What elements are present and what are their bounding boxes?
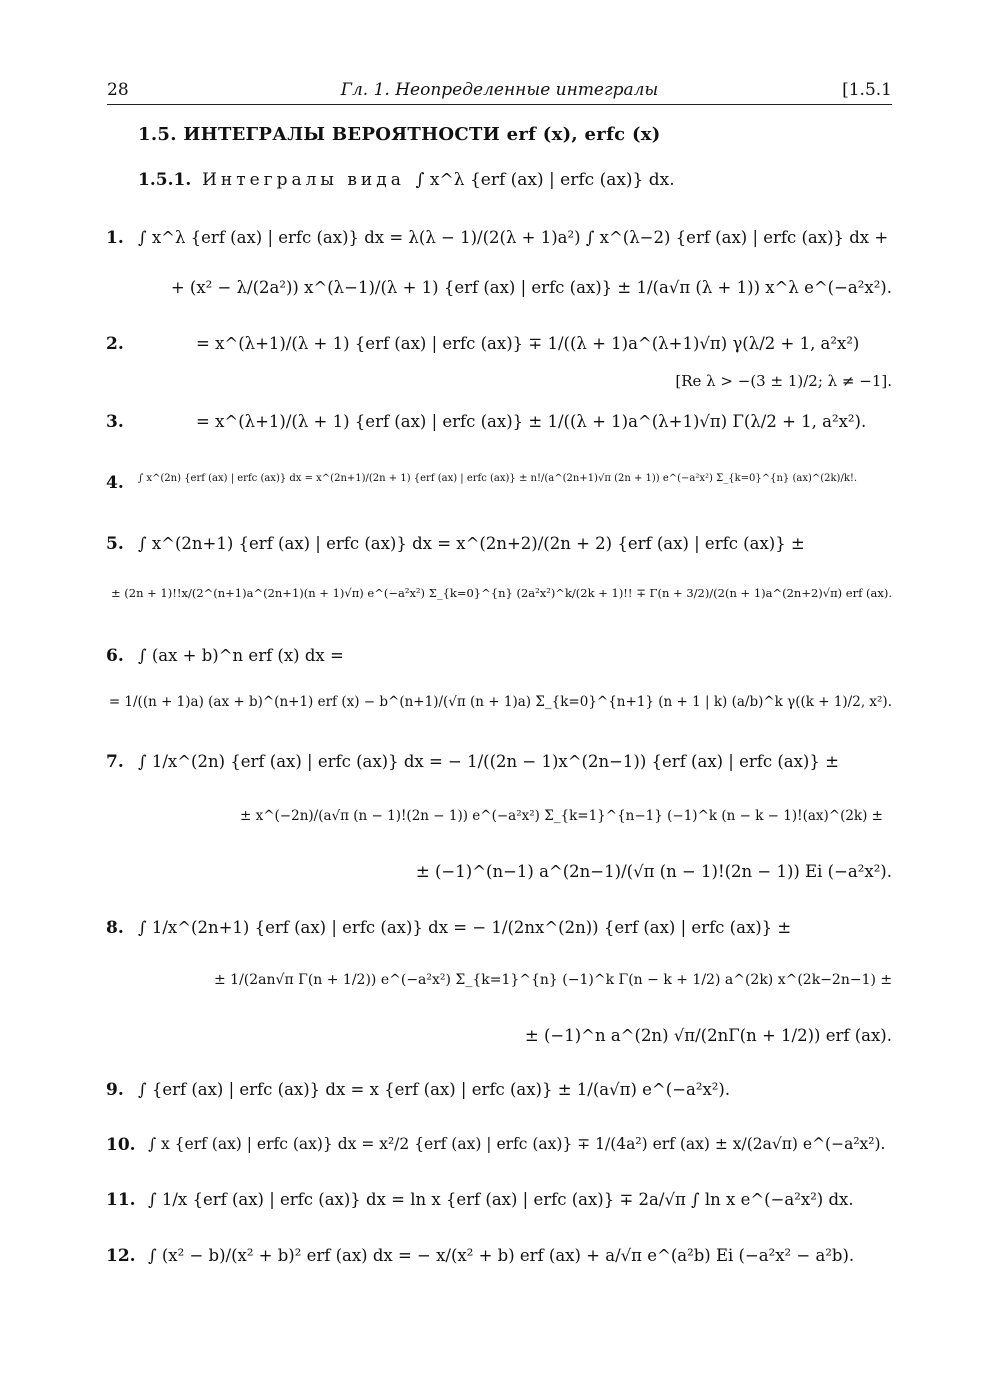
formula-line: + (x² − λ/(2a²)) x^(λ−1)/(λ + 1) {erf (ax) | erfc (ax)} ± 1/(a√π (λ + 1)) x^λ e^(−a²x²). [170,278,892,297]
page-header [107,78,892,105]
formula-line: = 1/((n + 1)a) (ax + b)^(n+1) erf (x) − b^(n+1)/(√π (n + 1)a) Σ_{k=0}^{n+1} (n + 1 | k) (a/b)^k γ((k + 1)/2, x²). [108,694,892,710]
formula-line: ± 1/(2an√π Γ(n + 1/2)) e^(−a²x²) Σ_{k=1}^{n} (−1)^k Γ(n − k + 1/2) a^(2k) x^(2k−2n−1) ± [214,972,893,988]
formula-line: ± (2n + 1)!!x/(2^(n+1)a^(2n+1)(n + 1)√π) e^(−a²x²) Σ_{k=0}^{n} (2a²x²)^k/(2k + 1)!! ∓ Γ(n + 3/2)/(2(n + 1)a^(2n+2)√π) erf (ax). [110,586,892,600]
formula-line: = x^(λ+1)/(λ + 1) {erf (ax) | erfc (ax)} ∓ 1/((λ + 1)a^(λ+1)√π) γ(λ/2 + 1, a²x²) [196,334,860,353]
formula-label: 8. [106,918,124,938]
formula-line: ∫ x^(2n+1) {erf (ax) | erfc (ax)} dx = x^(2n+2)/(2n + 2) {erf (ax) | erfc (ax)} ± [138,534,805,553]
formula-label: 2. [106,334,124,354]
formula-label: 5. [106,534,124,554]
formula-line: ± x^(−2n)/(a√π (n − 1)!(2n − 1)) e^(−a²x²) Σ_{k=1}^{n−1} (−1)^k (n − k − 1)!(ax)^(2k) ± [240,808,883,824]
formula-label: 6. [106,646,124,666]
subsection-formula: ∫ x^λ {erf (ax) | erfc (ax)} dx. [415,170,675,190]
formula-label: 1. [106,228,124,248]
formula-line: ± (−1)^(n−1) a^(2n−1)/(√π (n − 1)!(2n − 1)) Ei (−a²x²). [415,862,892,881]
formula-label: 12. [106,1246,136,1266]
formula-line: ∫ (x² − b)/(x² + b)² erf (ax) dx = − x/(x² + b) erf (ax) + a/√π e^(a²b) Ei (−a²x² − a²b). [148,1246,855,1265]
formula-line: ± (−1)^n a^(2n) √π/(2nΓ(n + 1/2)) erf (ax). [524,1026,892,1045]
formula-line: ∫ 1/x {erf (ax) | erfc (ax)} dx = ln x {erf (ax) | erfc (ax)} ∓ 2a/√π ∫ ln x e^(−a²x²) dx. [148,1190,854,1209]
section-title: 1.5. ИНТЕГРАЛЫ ВЕРОЯТНОСТИ erf (x), erfc (x) [138,124,661,145]
formula-line: ∫ x^(2n) {erf (ax) | erfc (ax)} dx = x^(2n+1)/(2n + 1) {erf (ax) | erfc (ax)} ± n!/(a^(2n+1)√π (2n + 1)) e^(−a²x²) Σ_{k=0}^{n} (ax)^(2k)/k!. [138,473,858,484]
formula-condition: [Re λ > −(3 ± 1)/2; λ ≠ −1]. [675,372,892,390]
formula-label: 10. [106,1135,136,1155]
formula-label: 9. [106,1080,124,1100]
formula-label: 11. [106,1190,136,1210]
subsection-number: 1.5.1. [138,170,192,190]
formula-line: = x^(λ+1)/(λ + 1) {erf (ax) | erfc (ax)} ± 1/((λ + 1)a^(λ+1)√π) Γ(λ/2 + 1, a²x²). [196,412,867,431]
running-title: Гл. 1. Неопределенные интегралы [340,80,659,100]
formula-label: 7. [106,752,124,772]
formula-label: 4. [106,473,124,493]
subsection-heading [138,170,675,190]
section-reference: [1.5.1 [842,80,892,100]
page-number: 28 [107,80,129,100]
subsection-label: Интегралы вида [202,170,405,190]
formula-line: ∫ x^λ {erf (ax) | erfc (ax)} dx = λ(λ − 1)/(2(λ + 1)a²) ∫ x^(λ−2) {erf (ax) | erfc (ax)} dx + [138,228,889,247]
formula-line: ∫ (ax + b)^n erf (x) dx = [138,646,344,665]
formula-line: ∫ {erf (ax) | erfc (ax)} dx = x {erf (ax) | erfc (ax)} ± 1/(a√π) e^(−a²x²). [138,1080,731,1099]
formula-line: ∫ 1/x^(2n) {erf (ax) | erfc (ax)} dx = − 1/((2n − 1)x^(2n−1)) {erf (ax) | erfc (ax)} ± [138,752,839,771]
formula-label: 3. [106,412,124,432]
formula-line: ∫ x {erf (ax) | erfc (ax)} dx = x²/2 {erf (ax) | erfc (ax)} ∓ 1/(4a²) erf (ax) ± x/(2a√π) e^(−a²x²). [148,1135,886,1153]
formula-line: ∫ 1/x^(2n+1) {erf (ax) | erfc (ax)} dx = − 1/(2nx^(2n)) {erf (ax) | erfc (ax)} ± [138,918,792,937]
